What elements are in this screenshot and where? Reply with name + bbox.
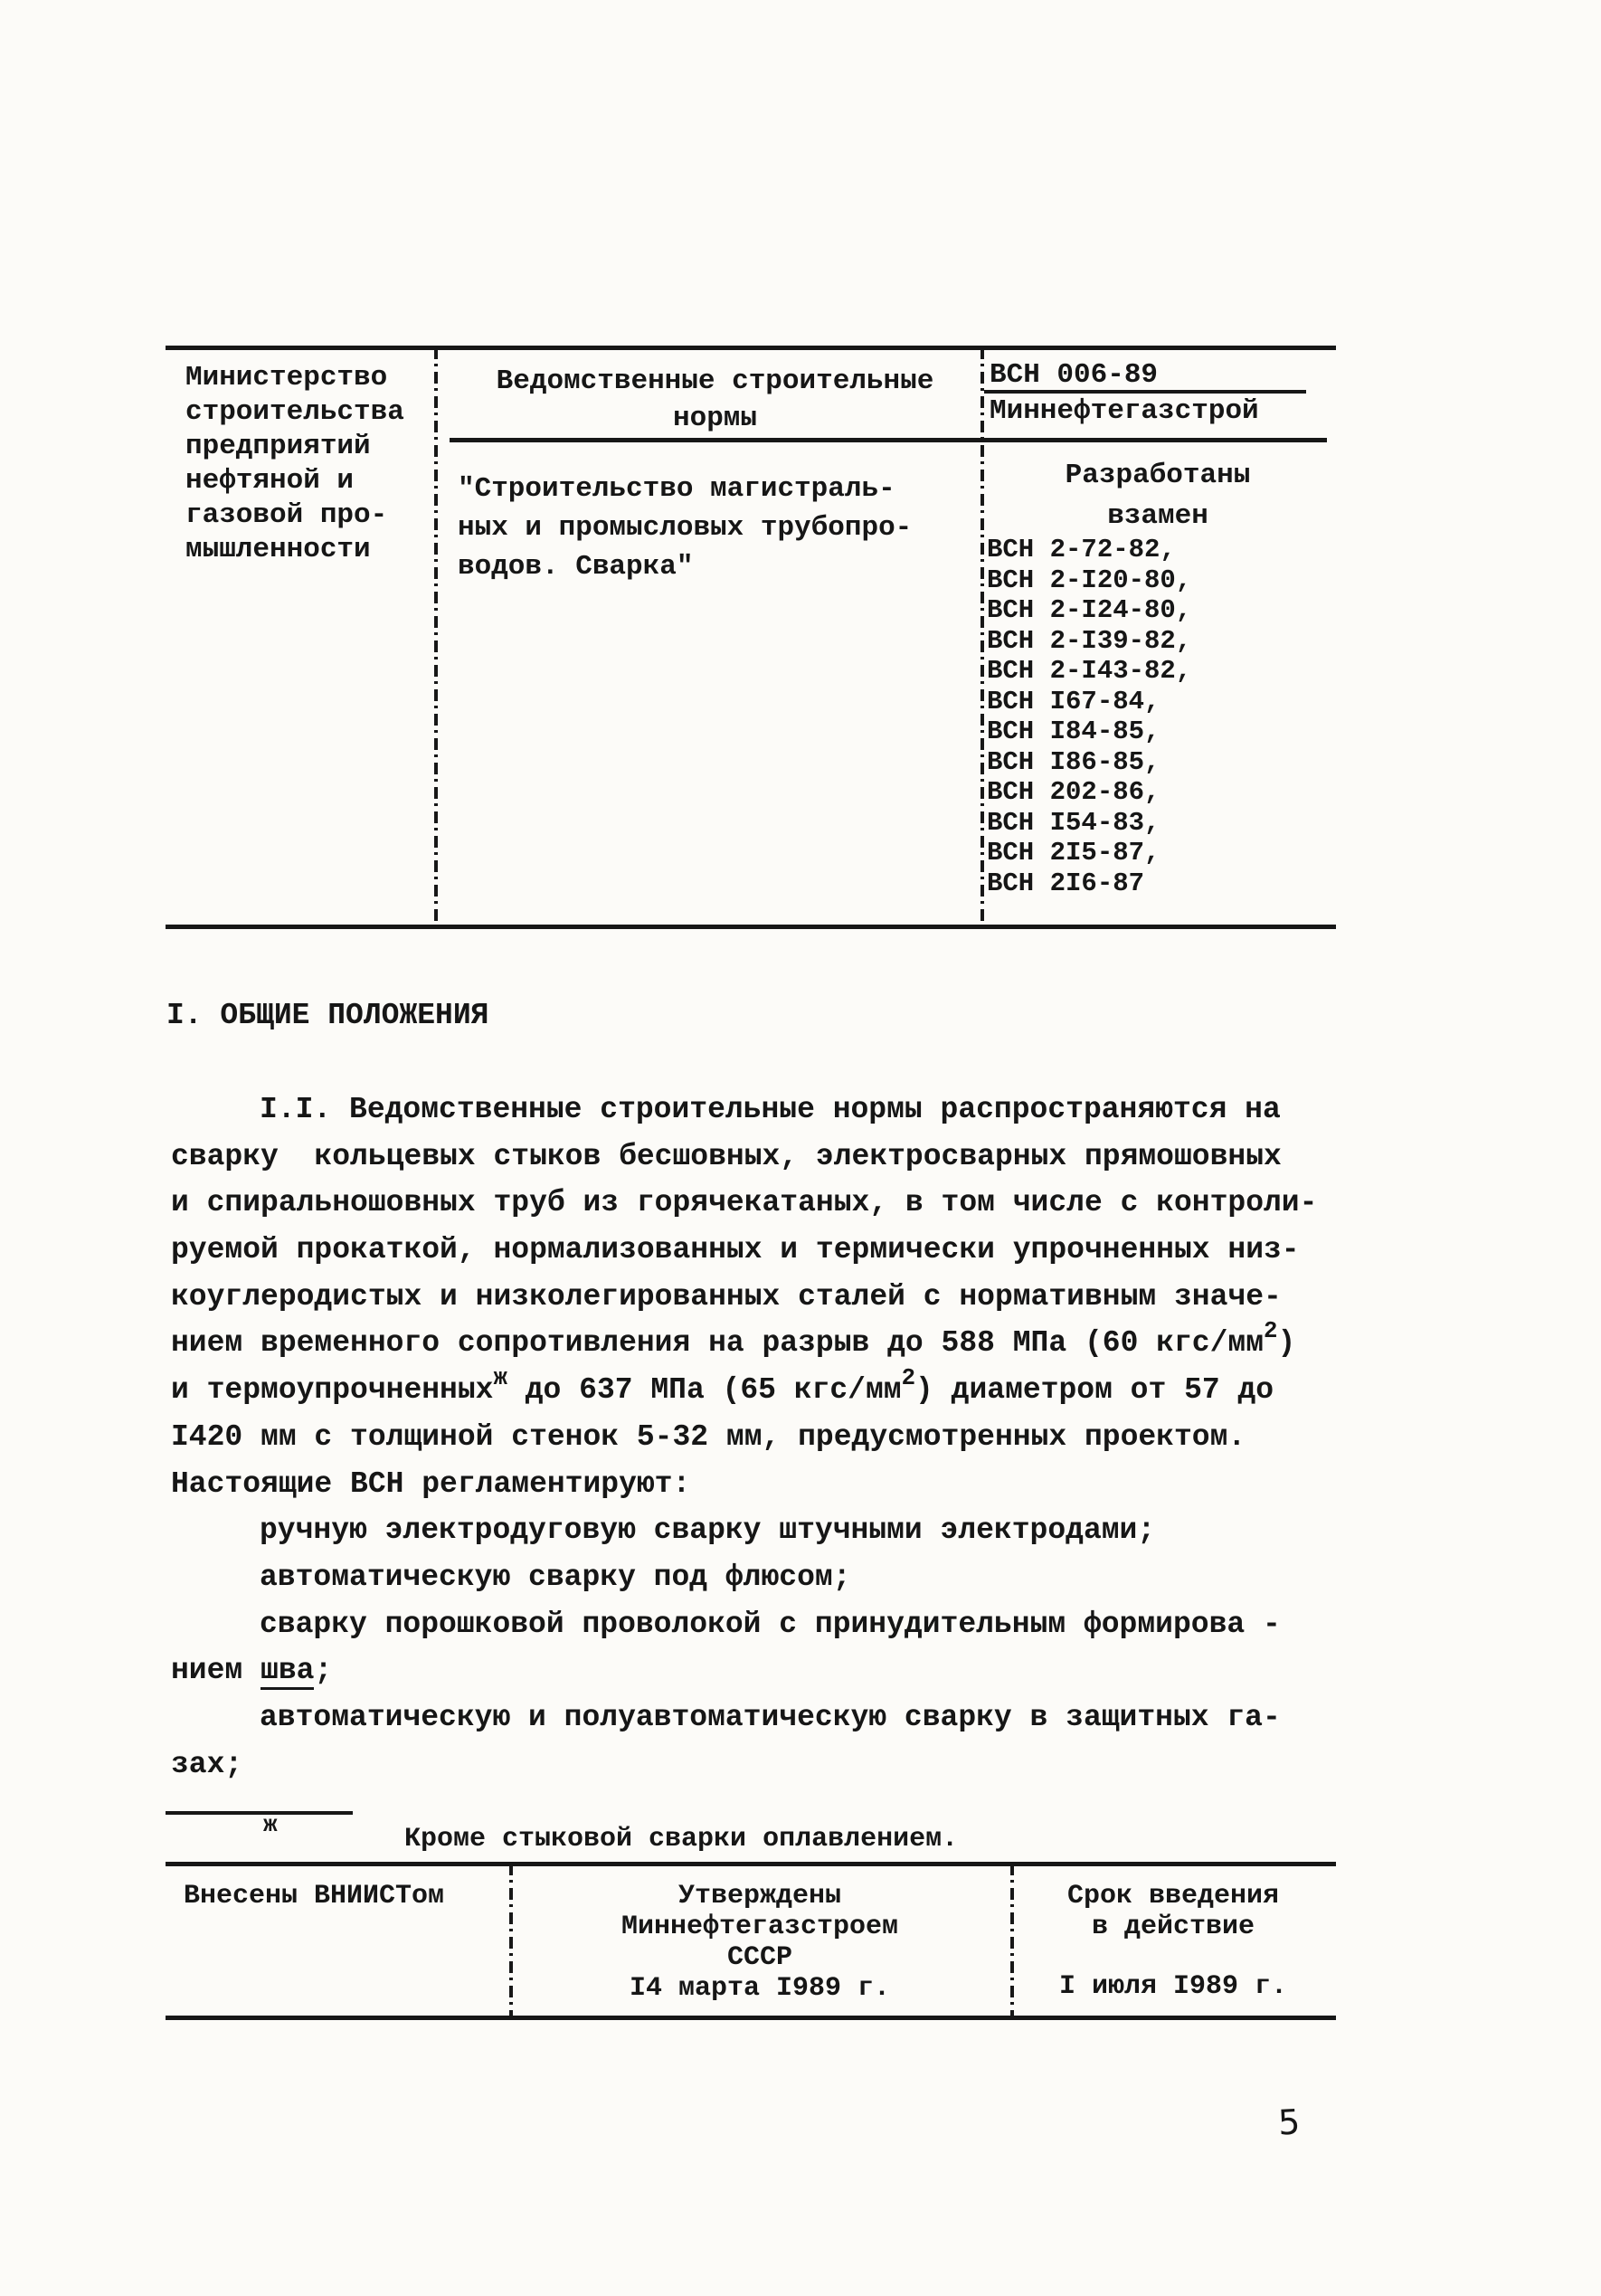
text-segment: I420 мм с толщиной стенок 5-32 мм, предусмотренных проектом. [171, 1419, 1246, 1454]
body-line [171, 1364, 1317, 1420]
ministry-line: газовой про- [185, 499, 388, 531]
section-heading: I. ОБЩИЕ ПОЛОЖЕНИЯ [166, 999, 489, 1032]
text-segment: зах; [171, 1747, 243, 1781]
ministry-line: нефтяной и [185, 465, 355, 497]
approval-col3 [1010, 1881, 1336, 2002]
text-segment: нием временного сопротивления на разрыв до 588 МПа (60 кгс/мм [171, 1326, 1264, 1361]
body-line [171, 1701, 1317, 1748]
approved-by-line: Утверждены [677, 1881, 842, 1912]
approval-col2 [509, 1881, 1010, 2004]
text-segment: ; [314, 1654, 333, 1688]
page-number: 5 [1276, 2102, 1302, 2143]
replaced-norm-item: ВСН I67-84, [987, 686, 1160, 716]
text-segment: нием [171, 1654, 261, 1688]
body-line [171, 1093, 1317, 1140]
norms-title [450, 363, 980, 437]
organization-name: Миннефтегазстрой [990, 395, 1259, 427]
body-line [171, 1654, 1317, 1701]
header-table-divider-2 [980, 347, 984, 927]
header-table-middle-rule [450, 438, 1327, 442]
effective-date-line: I июля I989 г. [1058, 1971, 1288, 2002]
footnote-marker: ж [263, 1811, 278, 1838]
body-line [171, 1280, 1317, 1327]
ministry-line: строительства [185, 396, 404, 428]
text-segment: автоматическую сварку под флюсом; [260, 1560, 851, 1594]
text-segment: руемой прокаткой, нормализованных и термически упрочненных низ- [171, 1233, 1300, 1267]
replaced-norm-item: ВСН 2-72-82, [987, 535, 1176, 565]
replaced-norm-item: ВСН 2-I39-82, [987, 625, 1192, 656]
doc-number: ВСН 006-89 [990, 359, 1159, 391]
body-text [171, 1093, 1317, 1794]
norms-subtitle [458, 470, 912, 586]
norms-title-line: нормы [672, 403, 757, 434]
body-line [171, 1467, 1317, 1514]
body-line [171, 1318, 1317, 1373]
superscript: 2 [901, 1364, 916, 1391]
ministry-line: Министерство [185, 362, 388, 394]
effective-date-line: в действие [1091, 1912, 1255, 1942]
replaced-norm-item: ВСН I54-83, [987, 807, 1160, 838]
developed-label-line: Разработаны [1065, 460, 1251, 491]
text-segment: и термоупрочненных [171, 1373, 494, 1408]
replaced-norm-item: ВСН 2I5-87, [987, 838, 1160, 868]
body-line [171, 1561, 1317, 1608]
header-table-bottom-border [166, 925, 1336, 929]
text-segment: коуглеродистых и низколегированных сталей с нормативным значе- [171, 1279, 1282, 1314]
replaced-norm-item: ВСН I84-85, [987, 716, 1160, 746]
text-segment: автоматическую и полуавтоматическую сварку в защитных га- [260, 1700, 1281, 1734]
developed-label [980, 455, 1335, 536]
replaced-norm-item: ВСН 2-I24-80, [987, 595, 1192, 625]
superscript: ж [493, 1364, 507, 1391]
ministry-line: мышленности [185, 534, 371, 565]
underlined-text: шва [261, 1654, 314, 1690]
header-table-top-border [166, 346, 1336, 350]
effective-date-line: Срок введения [1066, 1881, 1280, 1912]
replaced-norm-item: ВСН 202-86, [987, 777, 1160, 807]
ministry-line: предприятий [185, 431, 371, 462]
replaced-norm-item: ВСН 2I6-87 [987, 868, 1145, 898]
text-segment: ) [1277, 1326, 1296, 1361]
norms-subtitle-line: водов. Сварка" [458, 551, 694, 583]
approval-table-top-border [166, 1862, 1336, 1866]
body-line [171, 1420, 1317, 1467]
replaced-norms-list [987, 535, 1191, 898]
body-line [171, 1608, 1317, 1655]
text-segment: сварку порошковой проволокой с принудительным формирова - [260, 1607, 1281, 1641]
text-segment: Настоящие ВСН регламентируют: [171, 1466, 691, 1501]
body-line [171, 1140, 1317, 1187]
text-segment: ручную электродуговую сварку штучными электродами; [260, 1513, 1156, 1548]
approval-table-bottom-border [166, 2016, 1336, 2020]
body-line [171, 1748, 1317, 1795]
approved-by-line: СССР [726, 1942, 792, 1973]
norms-subtitle-line: ных и промысловых трубопро- [458, 512, 913, 544]
ministry-cell [185, 361, 404, 567]
footnote-text: Кроме стыковой сварки оплавлением. [404, 1824, 959, 1855]
text-segment: ) диаметром от 57 до [915, 1373, 1274, 1408]
header-table-divider-1 [434, 347, 438, 927]
approved-by-line: I4 марта I989 г. [629, 1973, 891, 2004]
norms-subtitle-line: "Строительство магистраль- [458, 473, 895, 505]
text-segment: I.I. Ведомственные строительные нормы распространяются на [260, 1093, 1281, 1126]
superscript: 2 [1264, 1318, 1278, 1344]
text-segment: до 637 МПа (65 кгс/мм [507, 1373, 902, 1408]
developed-label-line: взамен [1107, 500, 1208, 532]
approval-col1 [184, 1881, 444, 1912]
text-segment: сварку кольцевых стыков бесшовных, электросварных прямошовных [171, 1139, 1282, 1173]
body-line [171, 1186, 1317, 1233]
replaced-norm-item: ВСН I86-85, [987, 746, 1160, 777]
approved-by-line: Миннефтегазстроем [621, 1912, 899, 1942]
text-segment: и спиральношовных труб из горячекатаных, в том числе с контроли- [171, 1186, 1318, 1220]
norms-title-line: Ведомственные строительные [496, 365, 934, 397]
replaced-norm-item: ВСН 2-I43-82, [987, 656, 1192, 686]
body-line [171, 1233, 1317, 1280]
replaced-norm-item: ВСН 2-I20-80, [987, 565, 1192, 595]
submitted-by-line: Внесены ВНИИСТом [184, 1881, 445, 1912]
footnote-separator [166, 1811, 353, 1815]
body-line [171, 1513, 1317, 1561]
